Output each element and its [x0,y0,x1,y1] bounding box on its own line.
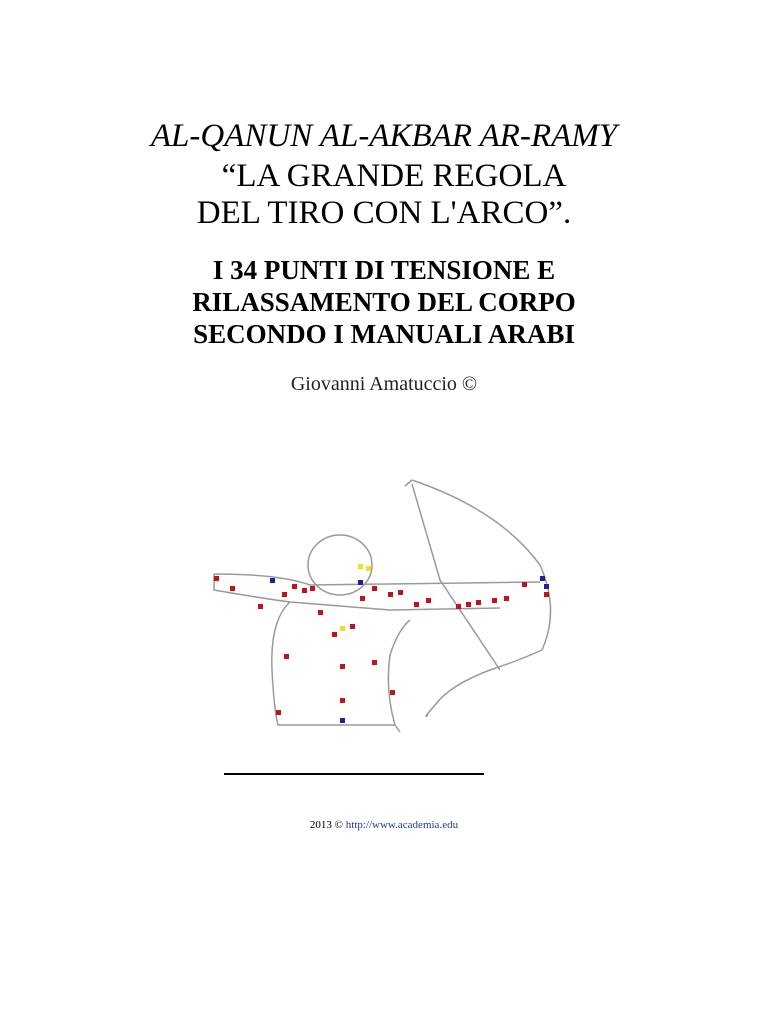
blue-point [340,718,345,723]
subtitle-line-1: I 34 PUNTI DI TENSIONE E [212,255,556,285]
blue-point [544,584,549,589]
red-point [292,584,297,589]
title-line-1: AL-QANUN AL-AKBAR AR-RAMY [150,118,618,154]
red-point [456,604,461,609]
red-point [258,604,263,609]
title-line-2: “LA GRANDE REGOLA [221,158,567,194]
tension-points [214,564,549,723]
yellow-point [366,566,371,571]
title-line-3: DEL TIRO CON L'ARCO”. [196,195,572,231]
red-point [350,624,355,629]
author: Giovanni Amatuccio © [290,373,478,395]
blue-point [270,578,275,583]
academia-link[interactable]: http://www.academia.edu [345,819,459,831]
blue-point [540,576,545,581]
red-point [390,690,395,695]
subtitle-line-3: SECONDO I MANUALI ARABI [193,319,575,349]
archer-illustration [200,470,580,740]
red-point [414,602,419,607]
copyright-symbol: © [334,819,344,831]
red-point [522,582,527,587]
red-point [360,596,365,601]
red-point [372,586,377,591]
yellow-point [358,564,363,569]
red-point [214,576,219,581]
red-point [284,654,289,659]
red-point [318,610,323,615]
red-point [310,586,315,591]
blue-point [358,580,363,585]
red-point [504,596,509,601]
red-point [230,586,235,591]
red-point [282,592,287,597]
red-point [426,598,431,603]
red-point [302,588,307,593]
footer-year: 2013 [309,819,332,831]
red-point [340,698,345,703]
archer-outline [214,480,551,732]
red-point [476,600,481,605]
red-point [398,590,403,595]
red-point [372,660,377,665]
red-point [544,592,549,597]
red-point [276,710,281,715]
red-point [466,602,471,607]
red-point [340,664,345,669]
yellow-point [340,626,345,631]
divider-line [224,773,484,775]
red-point [388,592,393,597]
footer [0,818,768,832]
red-point [332,632,337,637]
red-point [492,598,497,603]
subtitle-line-2: RILASSAMENTO DEL CORPO [192,287,576,317]
